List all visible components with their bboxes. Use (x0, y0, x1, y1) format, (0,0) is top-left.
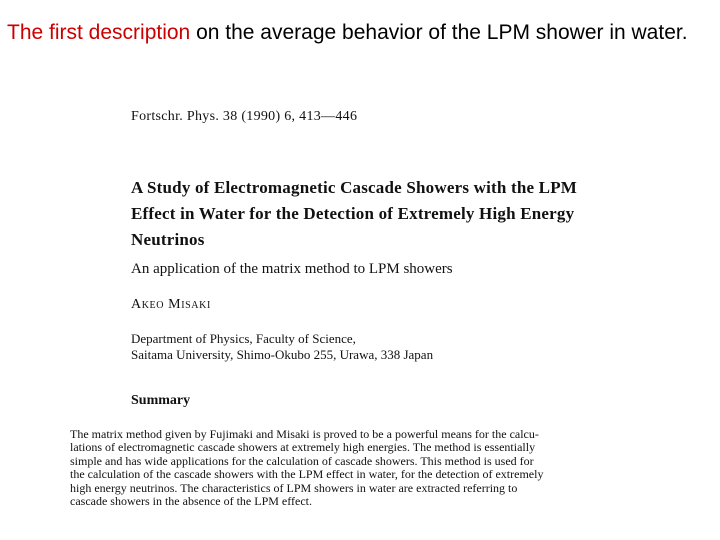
headline-accent: The first description (7, 21, 191, 44)
affiliation-line: Saitama University, Shimo-Okubo 255, Urawa, 338 Japan (131, 347, 434, 362)
affiliation-line: Department of Physics, Faculty of Science, (131, 331, 356, 346)
summary-heading: Summary (131, 393, 191, 408)
paper-author: Akeo Misaki (131, 297, 211, 312)
summary-line: cascade showers in the absence of the LPM effect. (70, 494, 313, 509)
summary-line: simple and has wide applications for the calculation of cascade showers. This method is used for (70, 453, 534, 468)
paper-title-line: A Study of Electromagnetic Cascade Showers with the LPM (131, 178, 578, 197)
author-affiliation (131, 331, 433, 363)
paper-title-line: Effect in Water for the Detection of Extremely High Energy (131, 204, 575, 223)
paper-title-line: Neutrinos (131, 230, 205, 249)
journal-citation: Fortschr. Phys. 38 (1990) 6, 413—446 (131, 109, 358, 124)
paper-title (131, 175, 691, 253)
slide-headline (7, 20, 707, 46)
summary-line: high energy neutrinos. The characteristics of LPM showers in water are extracted referring to (70, 480, 518, 495)
summary-body (70, 428, 650, 508)
scanned-paper-page (60, 95, 720, 540)
summary-line: lations of electromagnetic cascade showers at extremely high energies. The method is essentially (70, 440, 536, 455)
paper-subtitle: An application of the matrix method to LPM showers (131, 261, 453, 277)
headline-rest: on the average behavior of the LPM shower in water. (190, 21, 688, 44)
summary-line: The matrix method given by Fujimaki and Misaki is proved to be a powerful means for the calcu- (70, 427, 539, 441)
summary-line: the calculation of the cascade showers with the LPM effect in water, for the detection of extremely (70, 467, 544, 482)
